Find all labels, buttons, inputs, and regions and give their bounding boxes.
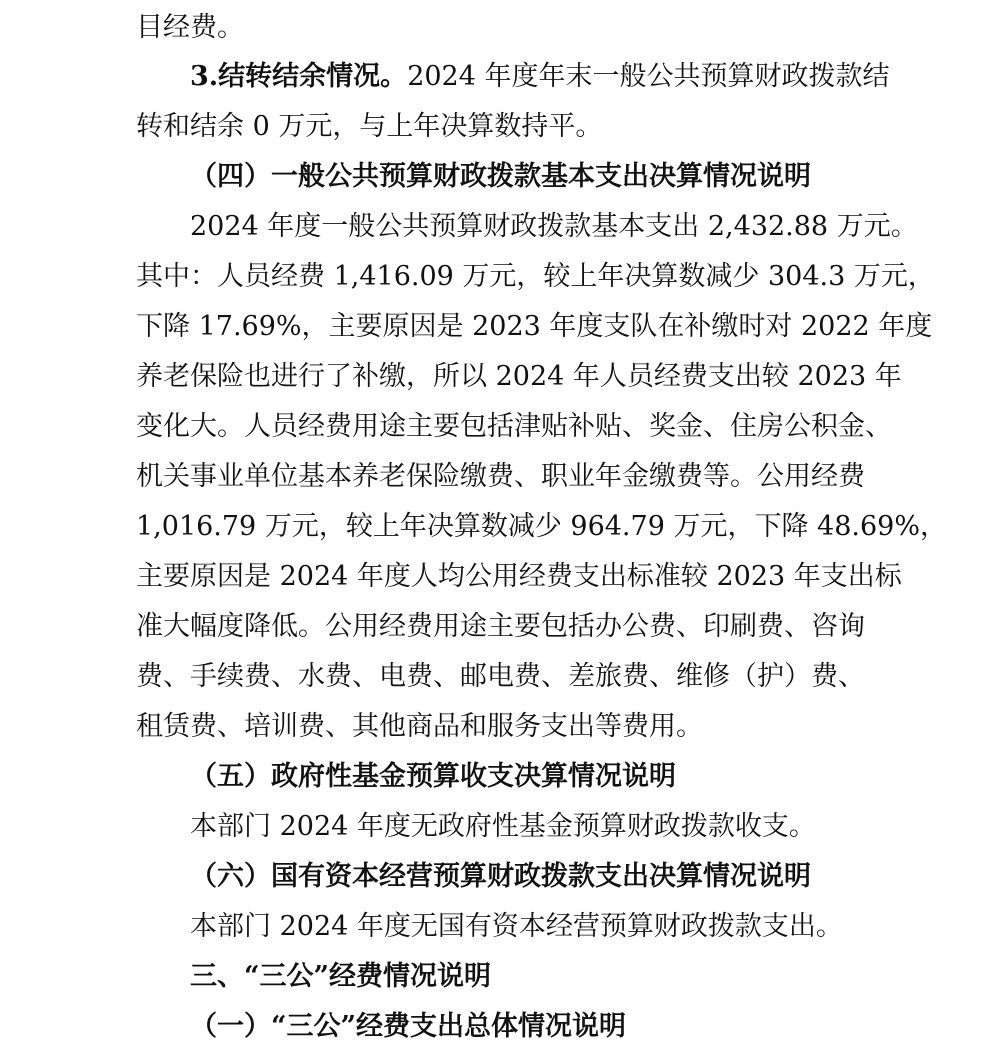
paragraph-line: 2024 年度一般公共预算财政拨款基本支出 2,432.88 万元。 <box>190 211 918 242</box>
paragraph-line: 转和结余 0 万元，与上年决算数持平。 <box>136 111 603 142</box>
paragraph-line: 租赁费、培训费、其他商品和服务支出等费用。 <box>136 711 703 742</box>
section-heading-basic-expenditure: （四）一般公共预算财政拨款基本支出决算情况说明 <box>190 161 811 192</box>
paragraph-line: 下降 17.69%，主要原因是 2023 年度支队在补缴时对 2022 年度 <box>136 311 933 342</box>
paragraph-line: 机关事业单位基本养老保险缴费、职业年金缴费等。公用经费 <box>136 461 865 492</box>
paragraph-line: 1,016.79 万元，较上年决算数减少 964.79 万元，下降 48.69%， <box>136 511 947 542</box>
paragraph-line: 准大幅度降低。公用经费用途主要包括办公费、印刷费、咨询 <box>136 611 865 642</box>
paragraph-line: 本部门 2024 年度无国有资本经营预算财政拨款支出。 <box>190 911 843 942</box>
paragraph-line: 费、手续费、水费、电费、邮电费、差旅费、维修（护）费、 <box>136 661 865 692</box>
section-heading-state-capital: （六）国有资本经营预算财政拨款支出决算情况说明 <box>190 861 811 892</box>
carryover-heading: 3.结转结余情况。 <box>190 61 408 92</box>
carryover-text: 2024 年度年末一般公共预算财政拨款结 <box>407 61 890 92</box>
paragraph-line: 变化大。人员经费用途主要包括津贴补贴、奖金、住房公积金、 <box>136 411 892 442</box>
paragraph-line: 养老保险也进行了补缴，所以 2024 年人员经费支出较 2023 年 <box>136 361 902 392</box>
section-heading-three-public-overall: （一）“三公”经费支出总体情况说明 <box>190 1011 627 1042</box>
carryover-paragraph-line <box>190 57 889 97</box>
paragraph-line: 目经费。 <box>136 12 244 43</box>
paragraph-line: 其中：人员经费 1,416.09 万元，较上年决算数减少 304.3 万元， <box>136 261 935 292</box>
paragraph-line: 主要原因是 2024 年度人均公用经费支出标准较 2023 年支出标 <box>136 561 902 592</box>
paragraph-line: 本部门 2024 年度无政府性基金预算财政拨款收支。 <box>190 811 816 842</box>
chapter-heading-three-public: 三、“三公”经费情况说明 <box>190 961 492 992</box>
section-heading-government-fund: （五）政府性基金预算收支决算情况说明 <box>190 761 676 792</box>
